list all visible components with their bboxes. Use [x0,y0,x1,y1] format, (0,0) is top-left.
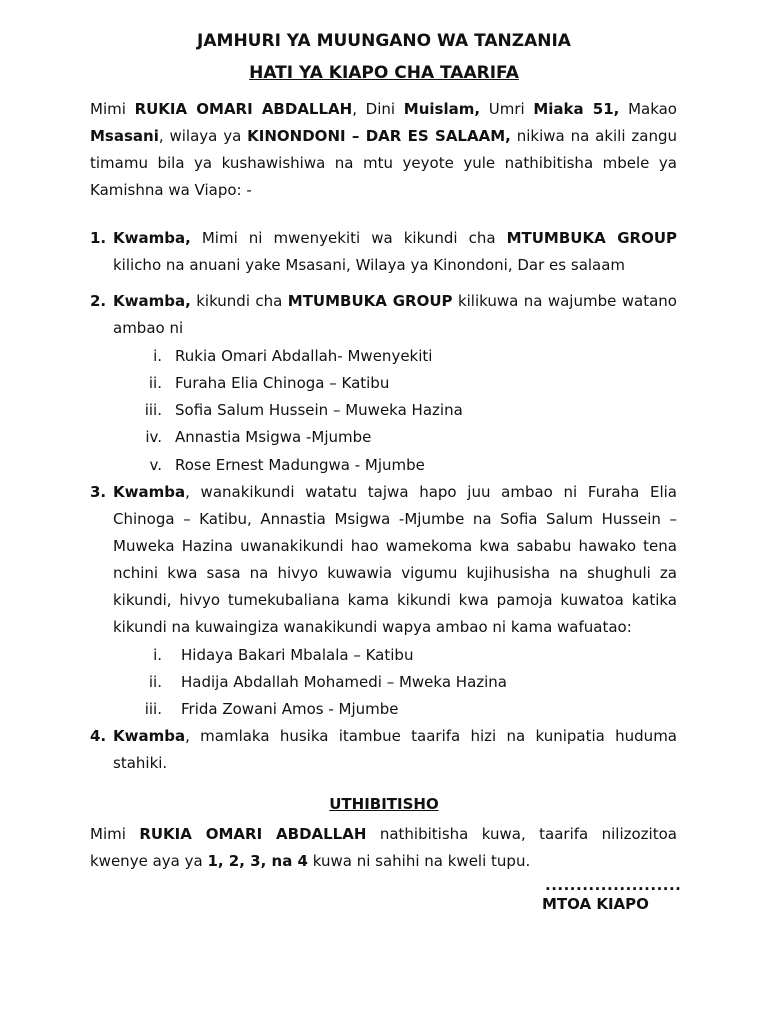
clause-text [113,723,677,777]
member-text: Annastia Msigwa -Mjumbe [175,428,372,446]
verification-text: kuwa ni sahihi na kweli tupu. [307,852,531,870]
new-member-list-item [140,696,399,723]
roman-numeral: iii. [144,700,162,718]
intro-paragraph [90,96,677,204]
clause-3 [90,479,677,641]
clause-text [113,225,677,279]
member-text: Hidaya Bakari Mbalala – Katibu [181,646,414,664]
clause-4 [90,723,677,777]
roman-numeral: ii. [148,374,162,392]
verification-text: nathibitisha kuwa, taarifa nilizozitoa kwenye aya ya [90,825,677,870]
intro-text: nikiwa na akili zangu timamu bila ya kushawishiwa na mtu yeyote yule nathibitisha mbele ya Kamishna wa Viapo: - [90,127,677,199]
residence: Msasani [90,127,159,145]
clause-2 [90,288,677,342]
roman-numeral: iii. [144,401,162,419]
group-name: MTUMBUKA GROUP [506,229,677,247]
member-text: Frida Zowani Amos - Mjumbe [181,700,399,718]
member-text: Furaha Elia Chinoga – Katibu [175,374,390,392]
clause-body: kikundi cha [190,292,288,310]
roman-numeral: i. [153,347,162,365]
clause-lead: Kwamba, [113,229,191,247]
member-text: Hadija Abdallah Mohamedi – Mweka Hazina [181,673,508,691]
clause-body: Mimi ni mwenyekiti wa kikundi cha [190,229,507,247]
intro-text: , wilaya ya [158,127,248,145]
roman-numeral: iv. [145,428,162,446]
clause-lead: Kwamba [113,483,186,501]
new-member-list-item [140,669,507,696]
roman-numeral: v. [149,456,162,474]
roman-numeral: i. [153,646,162,664]
clause-body: , wanakikundi watatu tajwa hapo juu ambao ni Furaha Elia Chinoga – Katibu, Annastia Msigwa -Mjumbe na Sofia Salum Hussein – Muweka Hazina uwanakikundi hao wamekoma kwa sababu hawako tena nchini kwa sasa na hivyo kuwawia vigumu kujihusisha na shughuli za kikundi, hivyo tumekubaliana kama kikundi kwa pamoja kuwatoa katika kikundi na kuwaingiza wanakikundi wapya ambao ni kama wafuatao: [113,483,677,636]
member-text: Rukia Omari Abdallah- Mwenyekiti [175,347,433,365]
member-list-item [140,424,371,451]
clause-number: 2. [90,292,107,310]
deponent-name: RUKIA OMARI ABDALLAH [134,100,353,118]
age: Miaka 51, [533,100,620,118]
clause-1 [90,225,677,279]
clause-lead: Kwamba [113,727,186,745]
new-member-list-item [140,642,413,669]
clause-number: 4. [90,727,107,745]
document-country-title: JAMHURI YA MUUNGANO WA TANZANIA [197,31,571,51]
member-list-item [140,452,425,479]
clause-text [113,479,677,641]
member-list-item [140,397,463,424]
clause-body: kilikuwa na wajumbe watano ambao ni [113,292,677,337]
intro-text: Umri [480,100,534,118]
clause-body: kilicho na anuani yake Msasani, Wilaya ya Kinondoni, Dar es salaam [113,256,626,274]
clause-lead: Kwamba, [113,292,191,310]
clause-references: 1, 2, 3, na 4 [207,852,308,870]
signatory-title: MTOA KIAPO [542,895,649,913]
district: KINONDONI – DAR ES SALAAM, [247,127,511,145]
religion: Muislam, [403,100,481,118]
verification-text: Mimi [90,825,140,843]
intro-text: Makao [619,100,677,118]
clause-text [113,288,677,342]
clause-body: , mamlaka husika itambue taarifa hizi na kunipatia huduma stahiki. [113,727,677,772]
signature-line: ...................... [545,876,682,894]
member-list-item [140,343,432,370]
roman-numeral: ii. [148,673,162,691]
member-text: Rose Ernest Madungwa - Mjumbe [175,456,425,474]
intro-text: , Dini [352,100,404,118]
document-title: HATI YA KIAPO CHA TAARIFA [249,63,519,83]
member-text: Sofia Salum Hussein – Muweka Hazina [175,401,463,419]
verification-paragraph [90,821,677,875]
clause-number: 3. [90,483,107,501]
intro-text: Mimi [90,100,135,118]
group-name: MTUMBUKA GROUP [287,292,453,310]
member-list-item [140,370,389,397]
verification-heading: UTHIBITISHO [329,795,439,813]
clause-number: 1. [90,229,107,247]
deponent-name: RUKIA OMARI ABDALLAH [139,825,367,843]
